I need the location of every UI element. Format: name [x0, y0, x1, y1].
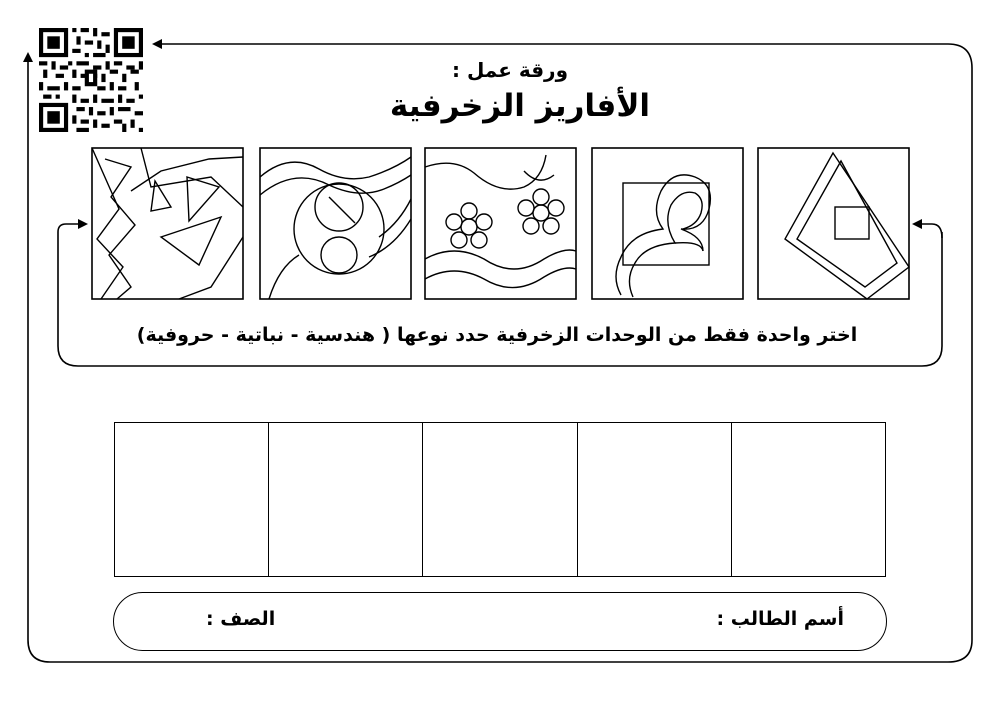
answer-cell[interactable] [115, 423, 268, 576]
class-label[interactable]: الصف : [206, 608, 276, 630]
arrow-up-icon [23, 52, 33, 62]
geometric-square-tile [757, 147, 910, 300]
qr-code-icon [38, 28, 144, 132]
arrow-left-icon [912, 219, 922, 229]
answer-cell[interactable] [731, 423, 885, 576]
circle-curve-tile [259, 147, 412, 300]
answer-cell[interactable] [268, 423, 422, 576]
answer-cell[interactable] [422, 423, 576, 576]
letter-tile [591, 147, 744, 300]
floral-tile [424, 147, 577, 300]
answer-grid [114, 422, 886, 577]
student-name-label[interactable]: أسم الطالب : [716, 608, 844, 630]
arrow-right-icon [78, 219, 88, 229]
worksheet-label: ورقة عمل : [451, 58, 568, 82]
student-info-bar [113, 592, 887, 651]
arrow-left-icon [152, 39, 162, 49]
flower-right [518, 189, 564, 234]
page-title: الأفاريز الزخرفية [389, 88, 651, 124]
instruction-text: اختر واحدة فقط من الوحدات الزخرفية حدد نوعها ( هندسية - نباتية - حروفية) [136, 324, 858, 346]
answer-cell[interactable] [577, 423, 731, 576]
zigzag-triangle-tile [91, 147, 244, 300]
flower-left [446, 203, 492, 248]
